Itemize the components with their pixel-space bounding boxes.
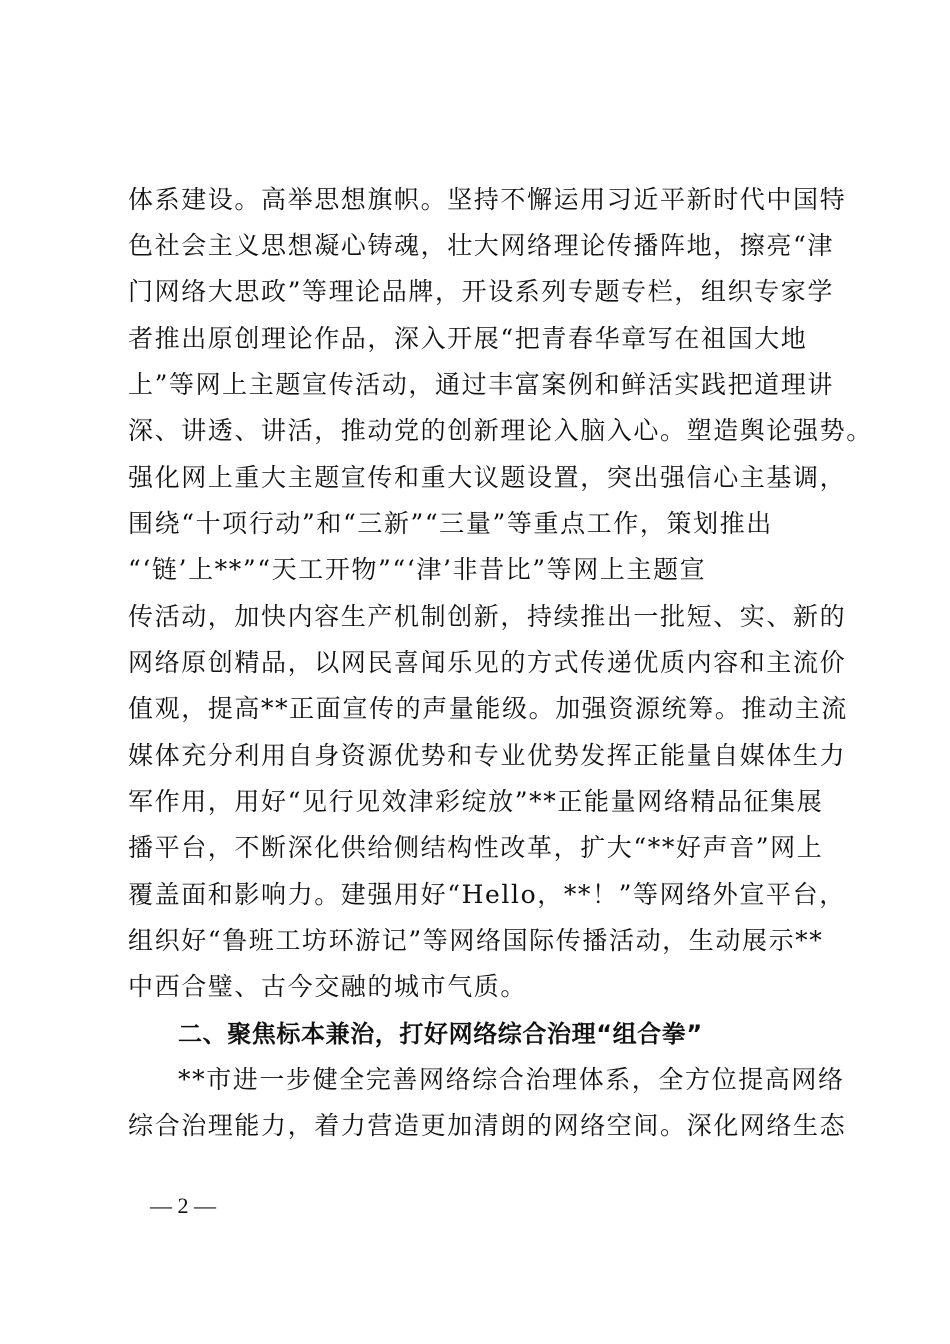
body-text-line: 体系建设。高举思想旗帜。坚持不懈运用习近平新时代中国特 — [128, 185, 847, 214]
body-text-line: 强化网上重大主题宣传和重大议题设置，突出强信心主基调， — [128, 463, 847, 492]
section-text-line: 综合治理能力，着力营造更加清朗的网络空间。深化网络生态 — [128, 1111, 847, 1140]
page-number: — 2 — — [150, 1193, 216, 1218]
body-text-line: 军作用，用好“见行见效津彩绽放”**正能量网络精品征集展 — [128, 787, 824, 816]
body-text-line: 媒体充分利用自身资源优势和专业优势发挥正能量自媒体生力 — [128, 741, 847, 770]
body-text-line: 覆盖面和影响力。建强用好“Hello，**！”等网络外宣平台， — [128, 880, 846, 909]
body-text-line: 色社会主义思想凝心铸魂，壮大网络理论传播阵地，擦亮“津 — [128, 231, 834, 260]
section-text-line: **市进一步健全完善网络综合治理体系，全方位提高网络 — [178, 1065, 845, 1094]
body-text-line: 值观，提高**正面宣传的声量能级。加强资源统筹。推动主流 — [128, 694, 848, 723]
body-text-line: 深、讲透、讲活，推动党的创新理论入脑入心。塑造舆论强势。 — [128, 416, 873, 445]
body-text-line: “‘链’上**”“天工开物”“‘津’非昔比”等网上主题宣 — [128, 555, 707, 584]
body-text-line: 中西合璧、古今交融的城市气质。 — [128, 972, 528, 1001]
body-text-line: 门网络大思政”等理论品牌，开设系列专题专栏，组织专家学 — [128, 277, 834, 306]
body-text-line: 传活动，加快内容生产机制创新，持续推出一批短、实、新的 — [128, 602, 847, 631]
body-text-line: 者推出原创理论作品，深入开展“把青春华章写在祖国大地 — [128, 324, 808, 353]
body-text-line: 组织好“鲁班工坊环游记”等网络国际传播活动，生动展示** — [128, 926, 824, 955]
body-text-line: 上”等网上主题宣传活动，通过丰富案例和鲜活实践把道理讲 — [128, 370, 834, 399]
body-text-line: 网络原创精品，以网民喜闻乐见的方式传递优质内容和主流价 — [128, 648, 847, 677]
body-text-line: 围绕“十项行动”和“三新”“三量”等重点工作，策划推出 — [128, 509, 773, 538]
section-heading: 二、聚焦标本兼治，打好网络综合治理“组合拳” — [178, 1020, 703, 1048]
body-text-line: 播平台，不断深化供给侧结构性改革，扩大“**好声音”网上 — [128, 833, 824, 862]
